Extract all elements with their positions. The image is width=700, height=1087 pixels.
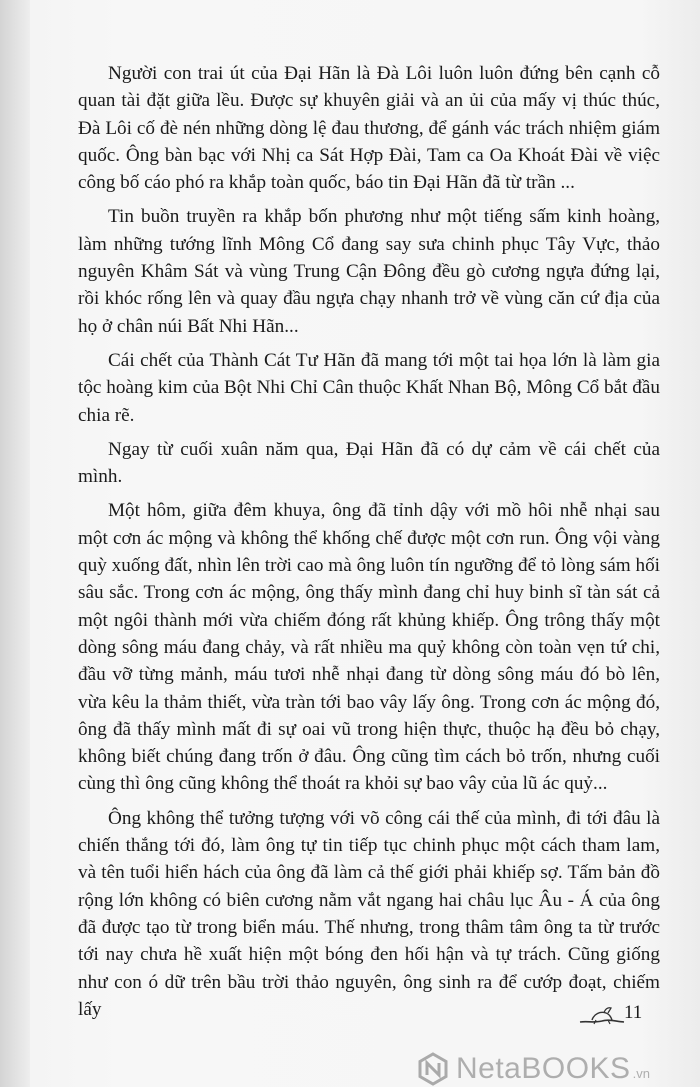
page-number: 11 xyxy=(624,1002,643,1023)
paragraph: Một hôm, giữa đêm khuya, ông đã tỉnh dậy với mồ hôi nhễ nhại sau một cơn ác mộng và không thể khống chế được một cơn run. Ông vội vàng quỳ xuống đất, nhìn lên trời cao mà ông luôn tín ngưỡng để tỏ lòng sám hối sâu sắc. Trong cơn ác mộng, ông thấy mình đang chỉ huy binh sĩ tàn sát cả một ngôi thành mới vừa chiếm đóng rất khủng khiếp. Ông trông thấy một dòng sông máu đang chảy, và rất nhiều ma quỷ không còn toàn vẹn tứ chi, đầu vỡ từng mảnh, máu tươi nhễ nhại đang từ dòng sông máu đó bò lên, vừa kêu la thảm thiết, vừa tràn tới bao vây lấy ông. Trong cơn ác mộng đó, ông đã thấy mình mất đi sự oai vũ trong hiện thực, thuộc hạ đều bỏ chạy, không biết chúng đang trốn ở đâu. Ông cũng tìm cách bỏ trốn, nhưng cuối cùng thì ông cũng không thể thoát ra khỏi sự bao vây của lũ ác quỷ... xyxy=(78,500,660,795)
watermark-brand: NetaBOOKS xyxy=(456,1051,631,1085)
watermark-suffix: .vn xyxy=(632,1066,650,1081)
paragraph: Cái chết của Thành Cát Tư Hãn đã mang tới một tai họa lớn là làm gia tộc hoàng kim của Bột Nhi Chỉ Cân thuộc Khất Nhan Bộ, Mông Cổ bắt đầu chia rẽ. xyxy=(78,349,660,426)
paragraph: Ngay từ cuối xuân năm qua, Đại Hãn đã có dự cảm về cái chết của mình. xyxy=(78,438,660,488)
neta-logo-icon xyxy=(416,1052,450,1086)
page-footer xyxy=(570,1000,660,1030)
paragraph: Ông không thể tưởng tượng với võ công cái thế của mình, đi tới đâu là chiến thắng tới đó, làm ông tự tin tiếp tục chinh phục một cách tham lam, và tên tuổi hiển hách của ông đã làm cả thế giới phải khiếp sợ. Tấm bản đồ rộng lớn không có biên cương nằm vắt ngang hai châu lục Âu - Á của ông đã được tạo từ trong biển máu. Thế nhưng, trong thâm tâm ông ta từ trước tới nay chưa hề xuất hiện một bóng đen hối hận và tự trách. Cũng giống như con ó dữ trên bầu trời thảo nguyên, ông sinh ra để cướp đoạt, chiếm lấy xyxy=(78,807,660,1020)
page-spine-shadow xyxy=(0,0,30,1087)
watermark xyxy=(416,1050,700,1087)
body-text xyxy=(78,60,660,1023)
paragraph: Người con trai út của Đại Hãn là Đà Lôi luôn luôn đứng bên cạnh cỗ quan tài đặt giữa lều. Được sự khuyên giải và an ủi của mấy vị thúc thúc, Đà Lôi cố đè nén những dòng lệ đau thương, để gánh vác trách nhiệm giám quốc. Ông bàn bạc với Nhị ca Sát Hợp Đài, Tam ca Oa Khoát Đài về việc công bố cáo phó ra khắp toàn quốc, báo tin Đại Hãn đã từ trần ... xyxy=(78,63,660,194)
paragraph: Tin buồn truyền ra khắp bốn phương như một tiếng sấm kinh hoàng, làm những tướng lĩnh Mông Cổ đang say sưa chinh phục Tây Vực, thảo nguyên Khâm Sát và vùng Trung Cận Đông đều gò cương ngựa đứng lại, rồi khóc rống lên và quay đầu ngựa chạy nhanh trở về vùng căn cứ địa của họ ở chân núi Bất Nhi Hãn... xyxy=(78,206,660,337)
horse-ornament-icon xyxy=(578,1004,626,1026)
